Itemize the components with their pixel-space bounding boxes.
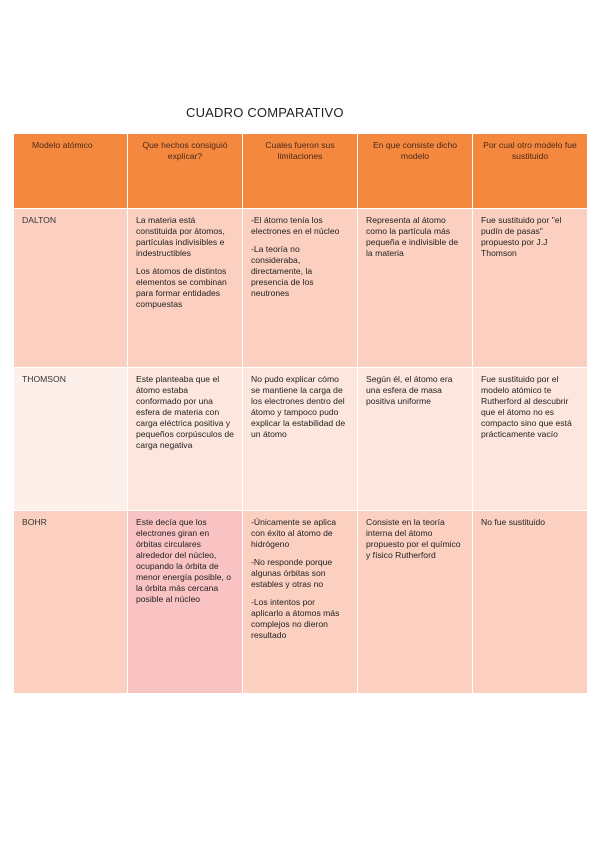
- table-header-row: [14, 134, 588, 209]
- cell-text: Este decía que los electrones giran en órbitas circulares alrededor del núcleo, ocupando la órbita de menor energía posible, o la órbita más cercana posible al núcleo: [136, 517, 232, 604]
- limitations-cell: [243, 209, 358, 368]
- table-row: [14, 511, 588, 694]
- limitations-cell: [243, 511, 358, 694]
- cell-text: No pudo explicar cómo se mantiene la carga de los electrones dentro del átomo y tampoco pudo explicar la estabilidad de un átomo: [251, 374, 346, 439]
- cell-text: -La teoría no consideraba, directamente, la presencia de los neutrones: [251, 244, 314, 298]
- cell-text: -El átomo tenía los electrones en el núcleo: [251, 215, 340, 236]
- cell-text: Este planteaba que el átomo estaba conformado por una esfera de materia con carga eléctrica positiva y pequeños corpúsculos de carga negativa: [136, 374, 234, 450]
- cell-text: -Los intentos por aplicarlo a átomos más complejos no dieron resultado: [251, 597, 340, 640]
- cell-text: Los átomos de distintos elementos se combinan para formar entidades compuestas: [136, 266, 227, 309]
- comparison-table: [13, 133, 588, 694]
- header-explained: Que hechos consiguió explicar?: [128, 134, 243, 209]
- header-limitations: Cuales fueron sus limitaciones: [243, 134, 358, 209]
- replaced-by-cell: [473, 209, 588, 368]
- cell-text: Consiste en la teoría interna del átomo propuesto por el químico y físico Rutherford: [366, 517, 461, 560]
- page-title: CUADRO COMPARATIVO: [186, 105, 344, 120]
- replaced-by-cell: [473, 511, 588, 694]
- replaced-by-cell: [473, 368, 588, 511]
- explained-cell: [128, 511, 243, 694]
- cell-text: No fue sustituido: [481, 517, 546, 527]
- cell-text: Según él, el átomo era una esfera de masa positiva uniforme: [366, 374, 453, 406]
- header-consists: En que consiste dicho modelo: [358, 134, 473, 209]
- cell-text: Fue sustituido por "el pudín de pasas" propuesto por J.J Thomson: [481, 215, 562, 258]
- cell-text: La materia está constituida por átomos, partículas indivisibles e indestructibles: [136, 215, 225, 258]
- model-name: THOMSON: [14, 368, 128, 511]
- cell-text: Representa al átomo como la partícula más pequeña e indivisible de la materia: [366, 215, 459, 258]
- cell-text: Fue sustituido por el modelo atómico te Rutherford al descubrir que el átomo no es compacto sino que está prácticamente vacío: [481, 374, 572, 439]
- header-model: Modelo atómico: [14, 134, 128, 209]
- consists-cell: [358, 209, 473, 368]
- consists-cell: [358, 368, 473, 511]
- consists-cell: [358, 511, 473, 694]
- table-row: [14, 209, 588, 368]
- header-replaced-by: Por cual otro modelo fue sustituido: [473, 134, 588, 209]
- cell-text: -No responde porque algunas órbitas son estables y otras no: [251, 557, 333, 589]
- table-row: [14, 368, 588, 511]
- explained-cell: [128, 368, 243, 511]
- explained-cell: [128, 209, 243, 368]
- cell-text: -Únicamente se aplica con éxito al átomo de hidrógeno: [251, 517, 337, 549]
- limitations-cell: [243, 368, 358, 511]
- model-name: BOHR: [14, 511, 128, 694]
- model-name: DALTON: [14, 209, 128, 368]
